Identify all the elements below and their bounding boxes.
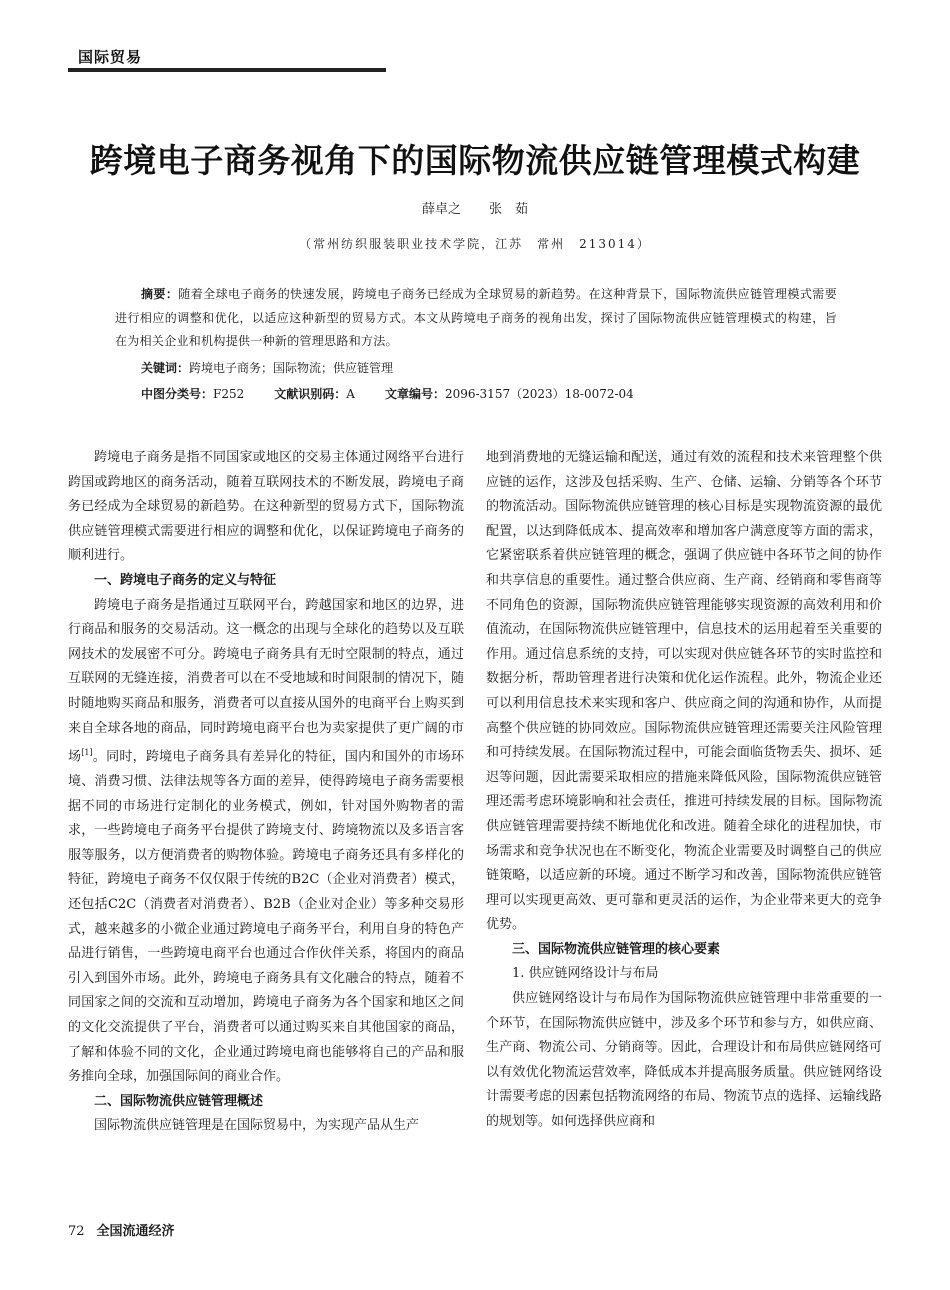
paragraph: 国际物流供应链管理是在国际贸易中，为实现产品从生产 [94,1118,420,1134]
clc-value: F252 [213,387,245,401]
abstract-label: 摘要： [141,287,179,301]
keywords [141,358,393,378]
author-2: 张 茹 [489,202,529,217]
section-heading: 三、国际物流供应链管理的核心要素 [512,941,721,957]
authors [0,198,950,217]
article-value: 2096-3157（2023）18-0072-04 [444,387,634,401]
section-rule [68,68,386,72]
paragraph-text: 。同时，跨境电子商务具有差异化的特征，国内和国外的市场环境、消费习惯、法律法规等各方面的差异，使得跨境电子商务需要根据不同的市场进行定制化的业务模式，例如，针对国外购物者的需求，一些跨境电子商务平台提供了跨境支付、跨境物流以及多语言客服等服务，以方便消费者的购物体验。跨境电子商务还具有多样化的特征，跨境电子商务不仅仅限于传统的B2C（企业对消费者）模式，还包括C2C（消费者对消费者）、B2B（企业对企业）等多种交易形式，越来越多的小微企业通过跨境电子商务平台，利用自身的特色产品进行销售，一些跨境电商平台也通过合作伙伴关系，将国内的商品引入到国外市场。此外，跨境电子商务具有文化融合的特点，随着不同国家之间的交流和互动增加，跨境电子商务为各个国家和地区之间的文化交流提供了平台，消费者可以通过购买来自其他国家的商品，了解和体验不同的文化，企业通过跨境电商也能够将自己的产品和服务推向全球，加强国际间的商业合作。 [68,749,464,1085]
section-tag: 国际贸易 [78,48,143,66]
body-right-column [486,446,882,1135]
paragraph: 供应链网络设计与布局作为国际物流供应链管理中非常重要的一个环节，在国际物流供应链中，涉及多个环节和参与方，如供应商、生产商、物流公司、分销商等。因此，合理设计和布局供应链网络可以有效优化物流运营效率，降低成本并提高服务质量。供应链网络设计需要考虑的因素包括物流网络的布局、物流节点的选择、运输线路的规划等。如何选择供应商和 [486,991,882,1130]
paragraph [68,594,464,1090]
affiliation: （常州纺织服装职业技术学院，江苏 常州 213014） [299,237,651,251]
page-footer [68,1220,175,1239]
keywords-text: 跨境电子商务；国际物流；供应链管理 [189,361,394,375]
abstract-text: 随着全球电子商务的快速发展，跨境电子商务已经成为全球贸易的新趋势。在这种背景下，国际物流供应链管理模式需要进行相应的调整和优化，以适应这种新型的贸易方式。本文从跨境电子商务的视角出发，探讨了国际物流供应链管理模式的构建，旨在为相关企业和机构提供一种新的管理思路和方法。 [115,287,837,348]
section-heading: 一、跨境电子商务的定义与特征 [94,572,277,588]
article-label: 文章编号： [384,387,445,401]
clc-label: 中图分类号： [141,387,214,401]
journal-name: 全国流通经济 [96,1224,175,1239]
doc-value: A [346,387,355,401]
page-number: 72 [68,1224,85,1239]
paragraph: 跨境电子商务是指不同国家或地区的交易主体通过网络平台进行跨国或跨地区的商务活动，随着互联网技术的不断发展，跨境电子商务已经成为全球贸易的新趋势。在这种新型的贸易方式下，国际物流供应链管理模式需要进行相应的调整和优化，以保证跨境电子商务的顺利进行。 [68,450,464,564]
keywords-label: 关键词： [141,361,190,375]
classification [141,384,634,404]
citation-ref: [1] [81,748,93,758]
paragraph-text: 跨境电子商务是指通过互联网平台，跨越国家和地区的边界，进行商品和服务的交易活动。这一概念的出现与全球化的趋势以及互联网技术的发展密不可分。跨境电子商务具有无时空限制的特点，通过互联网的无缝连接，消费者可以在不受地域和时间限制的情况下，随时随地购买商品和服务，消费者可以直接从国外的电商平台上购买到来自全球各地的商品，同时跨境电商平台也为卖家提供了更广阔的市场 [68,597,464,765]
subsection-heading: 1. 供应链网络设计与布局 [512,966,659,982]
paper-title: 跨境电子商务视角下的国际物流供应链管理模式构建 [89,141,861,180]
doc-label: 文献识别码： [274,387,347,401]
abstract [115,283,837,354]
paragraph: 地到消费地的无缝运输和配送，通过有效的流程和技术来管理整个供应链的运作，这涉及包括采购、生产、仓储、运输、分销等各个环节的物流活动。国际物流供应链管理的核心目标是实现物流资源的最优配置，以达到降低成本、提高效率和增加客户满意度等方面的需求，它紧密联系着供应链管理的概念，强调了供应链中各环节之间的协作和共享信息的重要性。通过整合供应商、生产商、经销商和零售商等不同角色的资源，国际物流供应链管理能够实现资源的高效利用和价值流动，在国际物流供应链管理中，信息技术的运用起着至关重要的作用。通过信息系统的支持，可以实现对供应链各环节的实时监控和数据分析，帮助管理者进行决策和优化运作流程。此外，物流企业还可以利用信息技术来实现和客户、供应商之间的沟通和协作，从而提高整个供应链的协同效应。国际物流供应链管理还需要关注风险管理和可持续发展。在国际物流过程中，可能会面临货物丢失、损坏、延迟等问题，因此需要采取相应的措施来降低风险，国际物流供应链管理还需考虑环境影响和社会责任，推进可持续发展的目标。国际物流供应链管理需要持续不断地优化和改进。随着全球化的进程加快，市场需求和竞争状况也在不断变化，物流企业需要及时调整自己的供应链策略，以适应新的环境。通过不断学习和改善，国际物流供应链管理可以实现更高效、更可靠和更灵活的运作，为企业带来更大的竞争优势。 [486,450,882,933]
section-heading: 二、国际物流供应链管理概述 [94,1093,264,1109]
author-1: 薛卓之 [421,202,461,217]
body-left-column [68,446,464,1139]
